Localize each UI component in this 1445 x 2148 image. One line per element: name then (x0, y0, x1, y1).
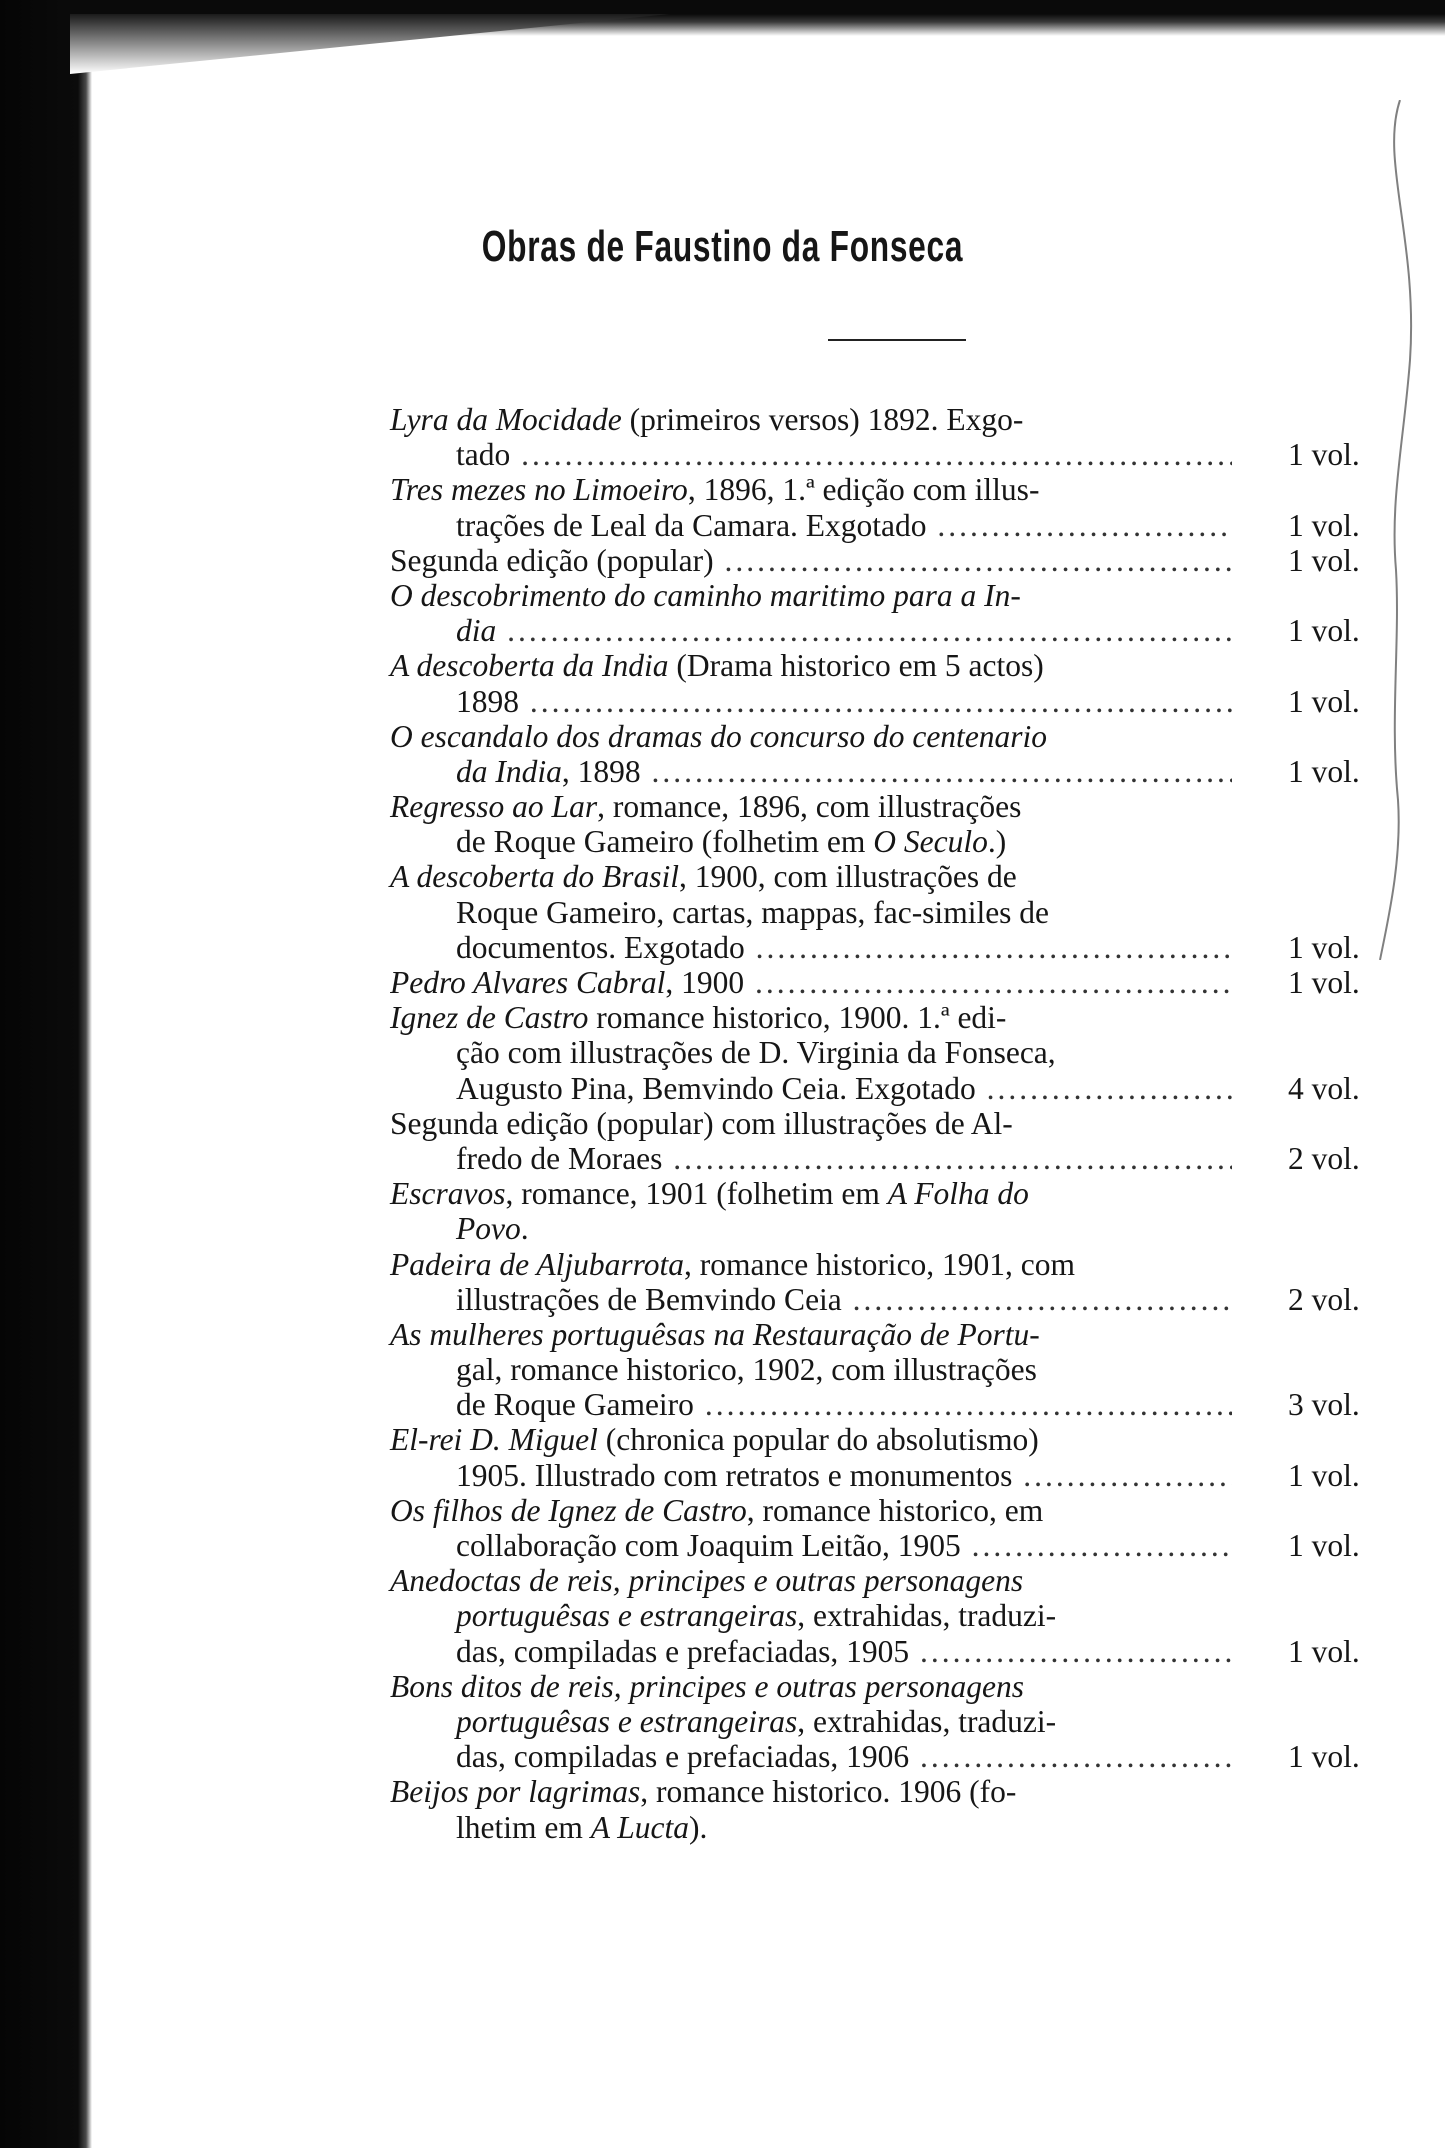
entry-detail: romance historico, 1900. 1.ª edi- (588, 1000, 1007, 1036)
entry-text (390, 1000, 1006, 1035)
work-entry (390, 1176, 1390, 1246)
entry-line (390, 1634, 1390, 1669)
entry-line (390, 1739, 1390, 1774)
volume-count: 1 vol. (1288, 753, 1360, 789)
entry-detail: tado (456, 437, 511, 473)
work-entry (390, 1774, 1390, 1844)
entry-line (390, 1282, 1390, 1317)
entry-line (390, 648, 1390, 683)
entry-text (456, 930, 1232, 965)
volume-count: 1 vol. (1288, 613, 1360, 649)
work-title: A descoberta da India (390, 648, 669, 684)
work-entry (390, 1317, 1390, 1423)
entry-text (456, 1035, 1056, 1070)
entry-line (390, 1669, 1390, 1704)
entry-text (456, 824, 1006, 859)
work-entry (390, 1669, 1390, 1775)
entry-detail: 1898 (456, 683, 519, 719)
entry-line (390, 508, 1390, 543)
work-title: O Seculo (873, 824, 988, 860)
entry-line (390, 930, 1390, 965)
entry-detail: , extrahidas, traduzi- (797, 1598, 1057, 1634)
entry-line (390, 1810, 1390, 1845)
entry-text (456, 1739, 1232, 1774)
entry-text (390, 1176, 1029, 1211)
scan-edge-top-shadow (70, 14, 670, 74)
entry-detail: gal, romance historico, 1902, com illustrações (456, 1352, 1037, 1388)
entry-detail: lhetim em (456, 1809, 591, 1845)
work-entry (390, 1247, 1390, 1317)
entry-line (390, 1598, 1390, 1633)
entry-line (390, 895, 1390, 930)
volume-count: 4 vol. (1288, 1070, 1360, 1106)
entry-line (390, 824, 1390, 859)
entry-text (456, 1071, 1232, 1106)
entry-line (390, 578, 1390, 613)
entry-text (390, 1317, 1040, 1352)
entry-text (456, 437, 1232, 472)
volume-count: 1 vol. (1288, 1457, 1360, 1493)
volume-count: 2 vol. (1288, 1281, 1360, 1317)
entry-text (456, 1598, 1056, 1633)
entry-text (456, 1211, 529, 1246)
entry-text (456, 754, 1232, 789)
entry-text (456, 1282, 1232, 1317)
volume-count: 2 vol. (1288, 1140, 1360, 1176)
volume-count: 3 vol. (1288, 1387, 1360, 1423)
work-entry (390, 1422, 1390, 1492)
entry-line (390, 965, 1390, 1000)
entry-detail: illustrações de Bemvindo Ceia (456, 1281, 842, 1317)
work-title: A Lucta (590, 1809, 690, 1845)
work-title: O descobrimento do caminho maritimo para a In- (390, 577, 1021, 613)
entry-line (390, 1035, 1390, 1070)
volume-count: 1 vol. (1288, 929, 1360, 965)
entry-line (390, 1563, 1390, 1598)
volume-count: 1 vol. (1288, 1739, 1360, 1775)
work-entry (390, 543, 1390, 578)
entry-detail: .) (987, 824, 1007, 860)
work-title: As mulheres portuguêsas na Restauração de Portu- (390, 1316, 1040, 1352)
entry-detail: , romance historico. 1906 (fo- (640, 1774, 1017, 1810)
entry-text (456, 1141, 1232, 1176)
work-entry (390, 1493, 1390, 1563)
works-list (390, 402, 1390, 1845)
entry-line (390, 1000, 1390, 1035)
entry-text (456, 1528, 1232, 1563)
entry-detail: fredo de Moraes (456, 1140, 663, 1176)
entry-text (390, 1669, 1024, 1704)
entry-detail: Roque Gameiro, cartas, mappas, fac-similes de (456, 894, 1050, 930)
entry-detail: , romance, 1901 (folhetim em (505, 1176, 888, 1212)
work-title: O escandalo dos dramas do concurso do centenario (390, 718, 1048, 754)
entry-detail: , 1898 (561, 753, 641, 789)
entry-text (456, 895, 1049, 930)
entry-detail: Augusto Pina, Bemvindo Ceia. Exgotado (456, 1070, 976, 1106)
page-title: Obras de Faustino da Fonseca (481, 222, 964, 271)
work-entry (390, 719, 1390, 789)
work-title: Regresso ao Lar (390, 789, 598, 825)
work-entry (390, 1000, 1390, 1106)
entry-detail: , 1900, com illustrações de (679, 859, 1017, 895)
entry-line (390, 1247, 1390, 1282)
work-title: Lyra da Mocidade (390, 402, 622, 437)
volume-count: 1 vol. (1288, 1528, 1360, 1563)
entry-text (390, 648, 1044, 683)
entry-detail: ção com illustrações de D. Virginia da Fonseca, (456, 1035, 1056, 1071)
entry-detail: de Roque Gameiro (folhetim em (456, 824, 874, 860)
entry-line (390, 1317, 1390, 1352)
entry-text (390, 1247, 1075, 1282)
work-title: Ignez de Castro (390, 1000, 589, 1036)
entry-text (390, 472, 1039, 507)
entry-detail: ). (689, 1809, 708, 1845)
entry-line (390, 472, 1390, 507)
entry-line (390, 1106, 1390, 1141)
entry-detail: , extrahidas, traduzi- (797, 1703, 1057, 1739)
entry-text (456, 684, 1232, 719)
work-entry (390, 789, 1390, 859)
entry-line (390, 543, 1390, 578)
entry-text (456, 1352, 1037, 1387)
entry-detail: das, compiladas e prefaciadas, 1905 (456, 1633, 910, 1669)
entry-text (456, 613, 1232, 648)
entry-line (390, 402, 1390, 437)
entry-text (390, 402, 1023, 437)
entry-detail: , romance historico, em (746, 1492, 1044, 1528)
work-title: A Folha do (887, 1176, 1029, 1212)
entry-line (390, 1141, 1390, 1176)
volume-count: 1 vol. (1288, 965, 1360, 1000)
entry-text (456, 508, 1232, 543)
title-divider (828, 339, 966, 341)
entry-line (390, 1211, 1390, 1246)
entry-line (390, 859, 1390, 894)
entry-detail: trações de Leal da Camara. Exgotado (456, 507, 927, 543)
entry-text (390, 543, 1232, 578)
work-title: Pedro Alvares Cabral (390, 965, 666, 1000)
entry-line (390, 1352, 1390, 1387)
entry-text (390, 1563, 1023, 1598)
work-entry (390, 965, 1390, 1000)
entry-line (390, 1458, 1390, 1493)
entry-text (390, 1422, 1039, 1457)
entry-text (390, 1493, 1043, 1528)
entry-detail: (Drama historico em 5 actos) (668, 648, 1044, 684)
scan-edge-left (0, 0, 92, 2148)
entry-detail: de Roque Gameiro (456, 1387, 694, 1423)
work-title: Padeira de Aljubarrota (390, 1246, 684, 1282)
work-title: El-rei D. Miguel (390, 1422, 598, 1458)
entry-line (390, 754, 1390, 789)
work-entry (390, 859, 1390, 965)
work-title: Beijos por lagrimas (390, 1774, 641, 1810)
entry-detail: , 1900 (665, 965, 745, 1000)
entry-detail: Segunda edição (popular) (390, 542, 714, 578)
work-entry (390, 648, 1390, 718)
entry-line (390, 1387, 1390, 1422)
entry-detail: Segunda edição (popular) com illustrações de Al- (390, 1105, 1013, 1141)
entry-line (390, 1493, 1390, 1528)
work-entry (390, 472, 1390, 542)
entry-line (390, 1774, 1390, 1809)
entry-line (390, 1528, 1390, 1563)
work-title: portuguêsas e estrangeiras (456, 1703, 798, 1739)
work-title: dia (456, 613, 497, 649)
entry-text (456, 1634, 1232, 1669)
entry-line (390, 719, 1390, 754)
work-title: A descoberta do Brasil (390, 859, 680, 895)
volume-count: 1 vol. (1288, 1633, 1360, 1669)
entry-text (456, 1458, 1232, 1493)
entry-detail: 1905. Illustrado com retratos e monumentos (456, 1457, 1013, 1493)
volume-count: 1 vol. (1288, 507, 1360, 543)
work-title: Tres mezes no Limoeiro (390, 472, 688, 508)
entry-line (390, 1176, 1390, 1211)
work-title: Escravos (390, 1176, 506, 1212)
work-entry (390, 1563, 1390, 1669)
volume-count: 1 vol. (1288, 683, 1360, 719)
entry-text (390, 719, 1047, 754)
entry-detail: , romance historico, 1901, com (684, 1246, 1076, 1282)
entry-detail: . (520, 1211, 529, 1247)
work-title: da India (456, 753, 562, 789)
entry-line (390, 613, 1390, 648)
work-entry (390, 578, 1390, 648)
work-entry (390, 1106, 1390, 1176)
entry-text (390, 578, 1021, 613)
entry-line (390, 789, 1390, 824)
work-entry (390, 402, 1390, 472)
entry-detail: (primeiros versos) 1892. Exgo- (621, 402, 1024, 437)
entry-text (390, 859, 1017, 894)
work-title: Anedoctas de reis, principes e outras personagens (390, 1563, 1024, 1599)
entry-line (390, 437, 1390, 472)
work-title: portuguêsas e estrangeiras (456, 1598, 798, 1634)
work-title: Povo (456, 1211, 521, 1247)
entry-line (390, 684, 1390, 719)
work-title: Bons ditos de reis, principes e outras personagens (390, 1668, 1025, 1704)
entry-detail: (chronica popular do absolutismo) (597, 1422, 1039, 1458)
entry-detail: das, compiladas e prefaciadas, 1906 (456, 1739, 910, 1775)
entry-text (456, 1704, 1056, 1739)
entry-text (390, 1106, 1013, 1141)
entry-line (390, 1704, 1390, 1739)
volume-count: 1 vol. (1288, 542, 1360, 578)
entry-line (390, 1071, 1390, 1106)
entry-detail: , 1896, 1.ª edição com illus- (687, 472, 1040, 508)
entry-detail: collaboração com Joaquim Leitão, 1905 (456, 1528, 961, 1563)
entry-text (456, 1387, 1232, 1422)
entry-text (390, 789, 1021, 824)
work-title: Os filhos de Ignez de Castro (390, 1492, 747, 1528)
entry-text (390, 965, 1232, 1000)
entry-text (456, 1810, 707, 1845)
entry-line (390, 1422, 1390, 1457)
entry-detail: , romance, 1896, com illustrações (597, 789, 1022, 825)
entry-text (390, 1774, 1016, 1809)
entry-detail: documentos. Exgotado (456, 929, 745, 965)
volume-count: 1 vol. (1288, 437, 1360, 473)
